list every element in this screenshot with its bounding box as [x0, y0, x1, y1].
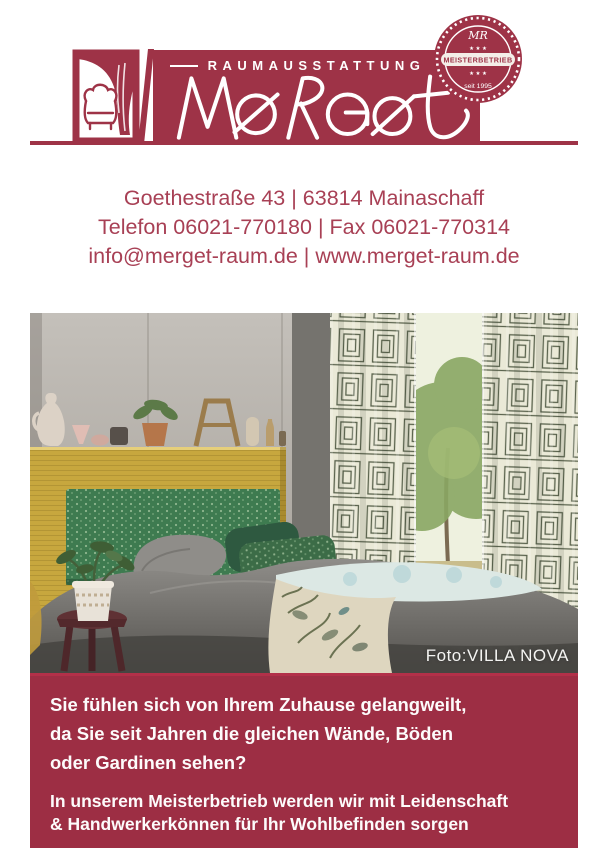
contact-phone-line: Telefon 06021-770180 | Fax 06021-770314 — [97, 215, 511, 239]
bedroom-photo — [30, 313, 578, 673]
badge-ornament-bottom: ★ ★ ★ — [469, 71, 487, 77]
logo-slant-stripe — [138, 49, 154, 144]
banner-statement-line-2: & Handwerkerkönnen für Ihr Wohlbefinden sorgen — [50, 814, 469, 834]
contact-block — [0, 184, 608, 271]
logo-baseline-rule — [30, 141, 578, 145]
contact-web-line: info@merget-raum.de | www.merget-raum.de — [88, 244, 520, 268]
brand-name-text — [153, 50, 154, 51]
banner-statement-line-1: In unserem Meisterbetrieb werden wir mit Leidenschaft — [50, 791, 509, 811]
badge-monogram: MR — [468, 29, 488, 42]
badge-label: MEISTERBETRIEB — [443, 55, 513, 65]
promo-banner — [30, 673, 578, 848]
banner-question-line-3: oder Gardinen sehen? — [50, 752, 247, 773]
photo-credit: Foto:VILLA NOVA — [425, 646, 569, 665]
meisterbetrieb-badge — [431, 12, 525, 106]
photo-scene — [30, 313, 578, 673]
contact-address-line: Goethestraße 43 | 63814 Mainaschaff — [123, 186, 485, 210]
banner-question — [50, 690, 564, 777]
banner-question-line-1: Sie fühlen sich von Ihrem Zuhause gelangweilt, — [50, 694, 467, 715]
logo-header — [0, 0, 608, 170]
badge-since: seit 1995 — [464, 83, 492, 90]
banner-statement — [50, 790, 564, 836]
badge-ornament-top: ★ ★ ★ — [469, 46, 487, 52]
banner-question-line-2: da Sie seit Jahren die gleichen Wände, Böden — [50, 723, 453, 744]
window-curtain-armchair-icon — [72, 49, 140, 145]
tagline-dash-left — [170, 65, 198, 67]
logo-tagline: RAUMAUSSTATTUNG — [207, 58, 426, 73]
